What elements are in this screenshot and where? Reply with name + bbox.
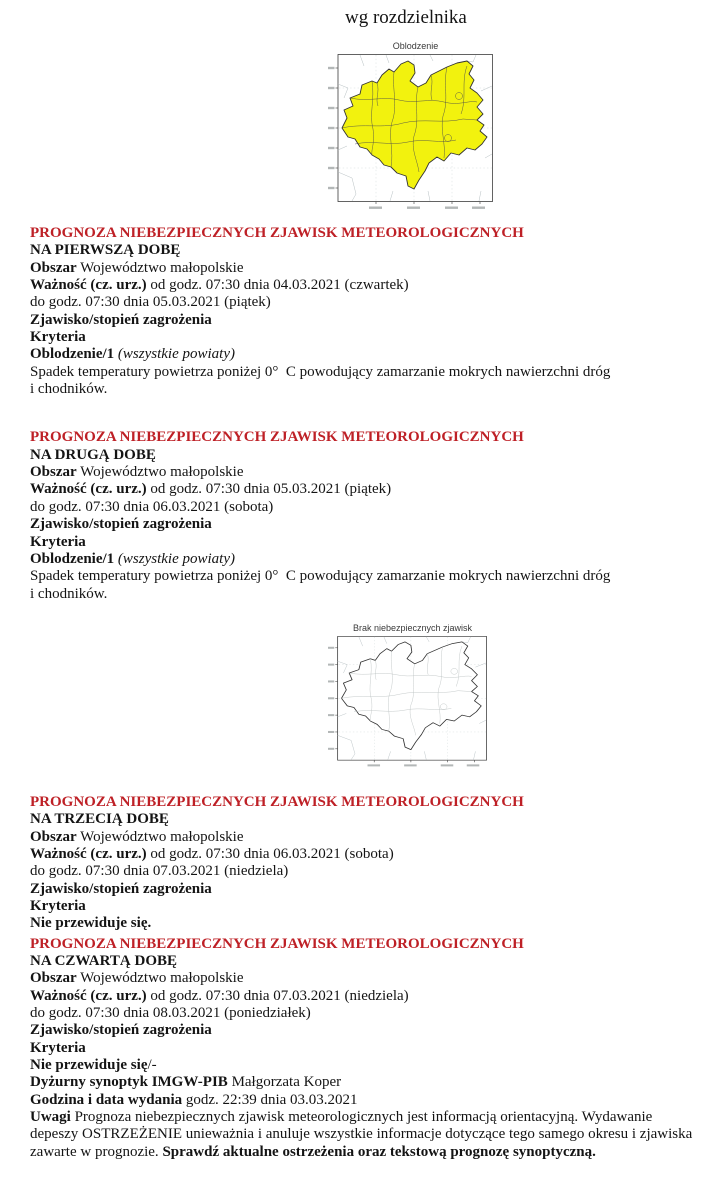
phenomenon-header: Zjawisko/stopień zagrożenia	[30, 1022, 212, 1039]
phenomenon-row: Oblodzenie/1 (wszystkie powiaty)	[30, 550, 235, 567]
validity-from-row: Ważność (cz. urz.) od godz. 07:30 dnia 07.03.2021 (niedziela)	[30, 987, 409, 1004]
area-row: Obszar Województwo małopolskie	[30, 970, 244, 987]
map-title-day3: Brak niebezpiecznych zjawisk	[352, 622, 473, 633]
section-heading: PROGNOZA NIEBEZPIECZNYCH ZJAWISK METEOROLOGICZNYCH	[30, 793, 524, 810]
no-hazard-row: Nie przewiduje się/-	[30, 1057, 157, 1074]
validity-to-row: do godz. 07:30 dnia 05.03.2021 (piątek)	[30, 294, 271, 311]
criteria-header: Kryteria	[30, 897, 86, 914]
phenomenon-header: Zjawisko/stopień zagrożenia	[30, 516, 212, 533]
forecast-section-day3	[30, 794, 711, 933]
map-figure-day3	[328, 622, 487, 769]
phenomenon-header: Zjawisko/stopień zagrożenia	[30, 311, 212, 328]
no-hazard-row: Nie przewiduje się.	[30, 915, 152, 932]
map-oblodzenie	[328, 54, 493, 212]
map-brak-zjawisk	[328, 636, 487, 769]
validity-from-row: Ważność (cz. urz.) od godz. 07:30 dnia 04.03.2021 (czwartek)	[30, 277, 409, 294]
issued-row: Godzina i data wydania godz. 22:39 dnia 03.03.2021	[30, 1091, 358, 1108]
forecast-section-day2	[30, 429, 711, 602]
section-heading: PROGNOZA NIEBEZPIECZNYCH ZJAWISK METEOROLOGICZNYCH	[30, 225, 524, 241]
remarks-paragraph: Uwagi Prognoza niebezpiecznych zjawisk meteorologicznych jest informacją orientacyjną. Wydawanie depeszy OSTRZEŻENIE unieważnia i anuluje wszystkie informacje dotyczące tego samego okresu i zjawiska zawarte w prognozie. Sprawdź aktualne ostrzeżenia oraz tekstową prognozę synoptyczną.	[30, 1109, 693, 1160]
area-row: Obszar Województwo małopolskie	[30, 464, 244, 481]
criteria-text-line2: i chodników.	[30, 585, 108, 602]
section-period: NA CZWARTĄ DOBĘ	[30, 952, 177, 969]
validity-to-row: do godz. 07:30 dnia 08.03.2021 (poniedziałek)	[30, 1005, 311, 1021]
synoptic-row: Dyżurny synoptyk IMGW-PIB Małgorzata Koper	[30, 1074, 342, 1091]
phenomenon-header: Zjawisko/stopień zagrożenia	[30, 880, 212, 897]
map-figure-day1	[328, 40, 493, 212]
criteria-text-line2: i chodników.	[30, 381, 108, 398]
map-title-day1: Oblodzenie	[392, 41, 439, 51]
criteria-text-line1: Spadek temperatury powietrza poniżej 0° C powodujący zamarzanie mokrych nawierzchni dróg	[30, 363, 611, 380]
section-period: NA TRZECIĄ DOBĘ	[30, 811, 169, 828]
validity-to-row: do godz. 07:30 dnia 07.03.2021 (niedziela)	[30, 863, 289, 880]
document-footer	[30, 1074, 711, 1161]
criteria-header: Kryteria	[30, 1039, 86, 1056]
phenomenon-row: Oblodzenie/1 (wszystkie powiaty)	[30, 346, 235, 363]
section-period: NA DRUGĄ DOBĘ	[30, 446, 156, 463]
forecast-section-day1	[30, 225, 711, 398]
area-row: Obszar Województwo małopolskie	[30, 259, 244, 276]
section-heading: PROGNOZA NIEBEZPIECZNYCH ZJAWISK METEOROLOGICZNYCH	[30, 429, 524, 446]
validity-to-row: do godz. 07:30 dnia 06.03.2021 (sobota)	[30, 498, 274, 515]
area-row: Obszar Województwo małopolskie	[30, 828, 244, 845]
forecast-section-day4	[30, 936, 711, 1075]
criteria-text-line1: Spadek temperatury powietrza poniżej 0° C powodujący zamarzanie mokrych nawierzchni dróg	[30, 568, 611, 585]
validity-from-row: Ważność (cz. urz.) od godz. 07:30 dnia 05.03.2021 (piątek)	[30, 481, 392, 498]
criteria-header: Kryteria	[30, 329, 86, 346]
criteria-header: Kryteria	[30, 533, 86, 550]
validity-from-row: Ważność (cz. urz.) od godz. 07:30 dnia 06.03.2021 (sobota)	[30, 845, 394, 862]
section-period: NA PIERWSZĄ DOBĘ	[30, 242, 181, 259]
distribution-note: wg rozdzielnika	[345, 7, 467, 28]
section-heading: PROGNOZA NIEBEZPIECZNYCH ZJAWISK METEOROLOGICZNYCH	[30, 935, 524, 952]
